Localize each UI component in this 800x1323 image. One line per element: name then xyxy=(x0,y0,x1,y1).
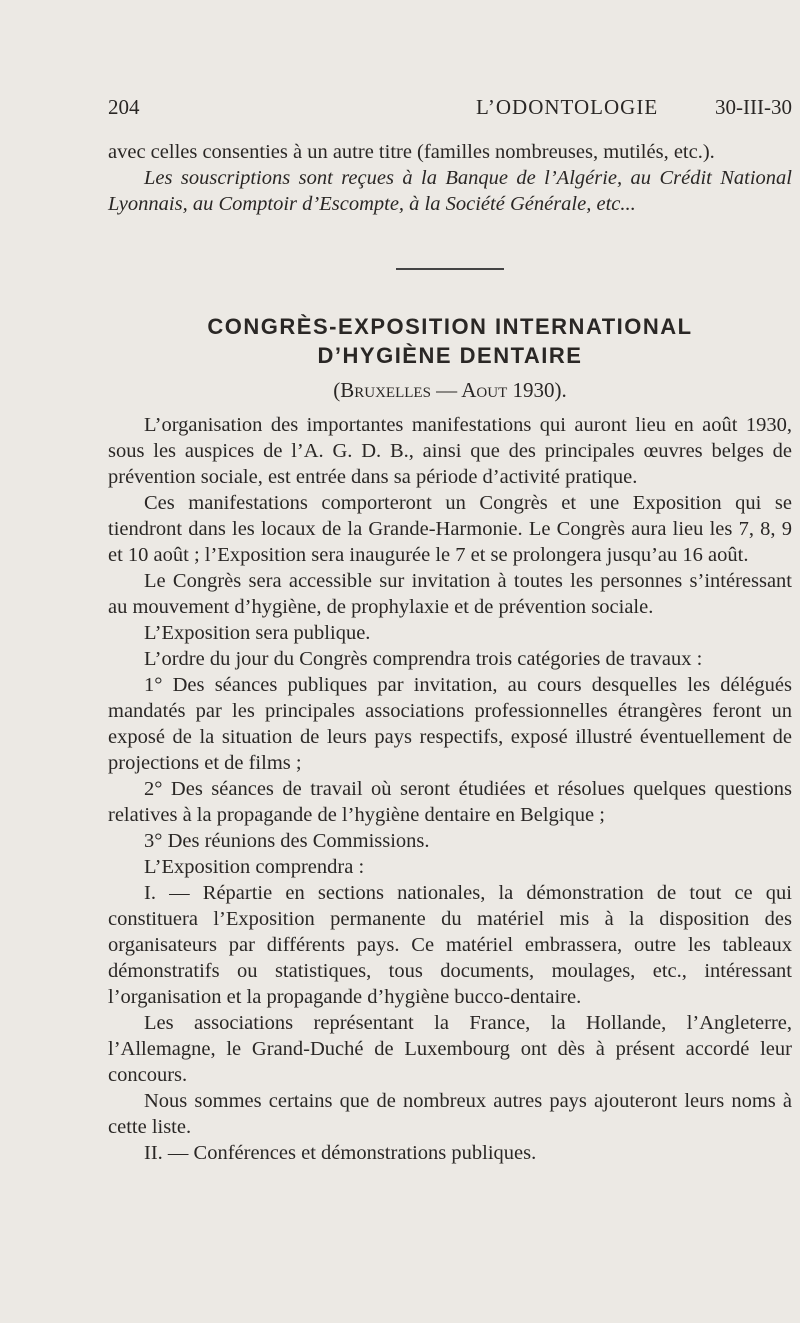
intro-subscriptions: Les souscriptions sont reçues à la Banque de l’Algérie, au Crédit National Lyonnais, au Comptoir d’Escompte, à la Société Générale, etc... xyxy=(108,167,792,215)
article-title-line-1: CONGRÈS-EXPOSITION INTERNATIONAL xyxy=(207,314,693,339)
body-paragraph: L’Exposition comprendra : xyxy=(144,856,365,878)
section-divider xyxy=(396,268,504,270)
issue-date: 30-III-30 xyxy=(715,95,792,119)
body-paragraph: 2° Des séances de travail où seront étudiées et résolues quelques questions relatives à la propagande de l’hygiène dentaire en Belgique ; xyxy=(108,778,792,826)
body-paragraph: 1° Des séances publiques par invitation, au cours desquelles les délégués mandatés par les principales associations professionnelles étrangères feront un exposé de la situation de leurs pays respectifs, exposé illustré éventuellement de projections et de films ; xyxy=(108,674,792,774)
body-paragraph: L’Exposition sera publique. xyxy=(144,622,371,644)
body-paragraph: 3° Des réunions des Commissions. xyxy=(144,830,430,852)
body-paragraph: Les associations représentant la France, la Hollande, l’Angleterre, l’Allemagne, le Grand-Duché de Luxembourg ont dès à présent accordé leur concours. xyxy=(108,1012,792,1086)
body-paragraph: I. — Répartie en sections nationales, la démonstration de tout ce qui constituera l’Exposition permanente du matériel mis à la disposition des organisateurs par différents pays. Ce matériel embrassera, outre les tableaux démonstratifs ou statistiques, tous documents, moulages, etc., intéressant l’organisation et la propagande d’hygiène bucco-dentaire. xyxy=(108,882,792,1008)
body-paragraph: Le Congrès sera accessible sur invitation à toutes les personnes s’intéressant au mouvement d’hygiène, de prophylaxie et de prévention sociale. xyxy=(108,570,792,618)
intro-block xyxy=(108,139,792,217)
body-paragraph: L’ordre du jour du Congrès comprendra trois catégories de travaux : xyxy=(144,648,703,670)
intro-continuation: avec celles consenties à un autre titre (familles nombreuses, mutilés, etc.). xyxy=(108,141,715,163)
page-header xyxy=(108,95,792,125)
body-paragraph: L’organisation des importantes manifestations qui auront lieu en août 1930, sous les auspices de l’A. G. D. B., ainsi que des principales œuvres belges de prévention sociale, est entrée dans sa période d’activité pratique. xyxy=(108,414,792,488)
running-title: L’ODONTOLOGIE xyxy=(476,95,659,119)
article-subtitle: (Bruxelles — Aout 1930). xyxy=(333,378,567,402)
article-body xyxy=(108,412,792,1166)
body-paragraph: Ces manifestations comporteront un Congrès et une Exposition qui se tiendront dans les locaux de la Grande-Harmonie. Le Congrès aura lieu les 7, 8, 9 et 10 août ; l’Exposition sera inaugurée le 7 et se prolongera jusqu’au 16 août. xyxy=(108,492,792,566)
body-paragraph: II. — Conférences et démonstrations publiques. xyxy=(144,1142,537,1164)
article-title-line-2: D’HYGIÈNE DENTAIRE xyxy=(317,343,583,368)
page-number: 204 xyxy=(108,95,140,119)
body-paragraph: Nous sommes certains que de nombreux autres pays ajouteront leurs noms à cette liste. xyxy=(108,1090,792,1138)
